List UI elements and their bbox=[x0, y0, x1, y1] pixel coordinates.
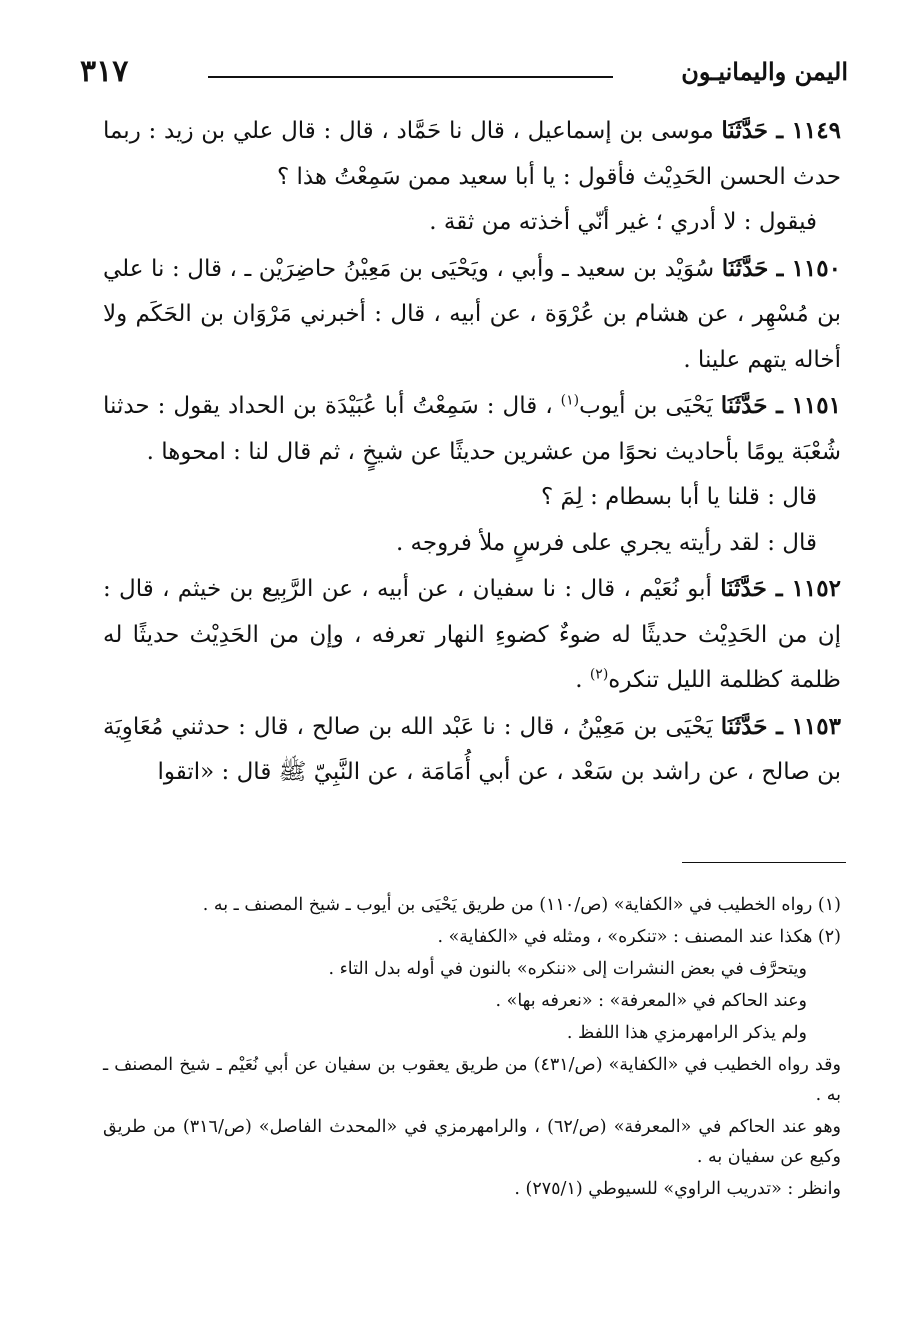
footnote-marker-1[interactable]: (١) bbox=[560, 392, 580, 409]
narration-text: يَحْيَى بن مَعِيْنُ ، قال : نا عَبْد الله بن صالح ، قال : حدثني مُعَاوِيَة بن صالح ، عن راشد بن سَعْد ، عن أبي أُمَامَة ، عن النَّبِيّ ﷺ قال : «اتقوا bbox=[103, 713, 841, 785]
narration-text: قال : لقد رأيته يجري على فرسٍ ملأ فروجه . bbox=[395, 529, 817, 556]
narration-text: يَحْيَى بن أيوب bbox=[579, 393, 721, 419]
narration-lead: ١١٤٩ ـ حَدَّثَنَا bbox=[721, 117, 841, 144]
footnote-2-note: وانظر : «تدريب الراوي» للسيوطي (٢٧٥/١) . bbox=[514, 1179, 841, 1199]
paragraph-1150 bbox=[103, 246, 841, 384]
footnote-1: (١) رواه الخطيب في «الكفاية» (ص/١١٠) من طريق يَحْيَى بن أيوب ـ شيخ المصنف ـ به . bbox=[202, 895, 841, 915]
body-text bbox=[103, 108, 841, 796]
paragraph-1153 bbox=[103, 704, 841, 796]
paragraph-1151-answer bbox=[103, 521, 841, 567]
narration-lead: ١١٥١ ـ حَدَّثَنَا bbox=[720, 392, 841, 419]
narration-lead: ١١٥٣ ـ حَدَّثَنَا bbox=[720, 712, 841, 740]
footnote-2-note: وعند الحاكم في «المعرفة» : «نعرفه بها» . bbox=[495, 991, 807, 1011]
narration-text: سُوَيْد بن سعيد ـ وأبي ، ويَحْيَى بن مَعِيْنُ حاضِرَيْن ـ ، قال : نا علي بن مُسْهِر ، عن هشام بن عُرْوَة ، عن أبيه ، قال : أخبرني مَرْوَان بن الحَكَم ولا أخاله يتهم علينا . bbox=[103, 255, 841, 373]
footnote-rule bbox=[682, 862, 846, 863]
paragraph-1149 bbox=[103, 108, 841, 200]
page-number: ٣١٧ bbox=[80, 54, 129, 89]
paragraph-1152 bbox=[103, 566, 841, 704]
narration-text: أبو نُعَيْم ، قال : نا سفيان ، عن أبيه ، عن الرَّبِيع بن خيثم ، قال : إن من الحَدِيْث حديثًا له ضوءٌ كضوءِ النهار تعرفه ، وإن من الحَدِيْث حديثًا له ظلمة كظلمة الليل تنكره bbox=[103, 576, 841, 693]
footnote-marker-2[interactable]: (٢) bbox=[589, 666, 609, 683]
narration-lead: ١١٥٠ ـ حَدَّثَنَا bbox=[721, 254, 841, 282]
running-title: اليمن واليمانيـون bbox=[681, 57, 848, 86]
footnote-2-note: ولم يذكر الرامهرمزي هذا اللفظ . bbox=[566, 1023, 807, 1043]
narration-text: . bbox=[575, 667, 590, 693]
footnote-2-note: وقد رواه الخطيب في «الكفاية» (ص/٤٣١) من طريق يعقوب بن سفيان عن أبي نُعَيْم ـ شيخ المصنف ـ به . bbox=[103, 1055, 841, 1105]
footnotes bbox=[103, 890, 841, 1206]
narration-text: ، قال : سَمِعْتُ أبا عُبَيْدَة بن الحداد يقول : حدثنا شُعْبَة يومًا بأحاديث نحوًا من عشرين حديثًا عن شيخٍ ، ثم قال لنا : امحوها . bbox=[103, 393, 841, 465]
narration-text: فيقول : لا أدري ؛ غير أنّي أخذته من ثقة . bbox=[429, 209, 817, 235]
paragraph-1149-continued bbox=[103, 200, 841, 246]
narration-text: قال : قلنا يا أبا بسطام : لِمَ ؟ bbox=[540, 484, 817, 510]
paragraph-1151-question bbox=[103, 475, 841, 521]
header-rule bbox=[208, 76, 613, 78]
narration-lead: ١١٥٢ ـ حَدَّثَنَا bbox=[720, 575, 841, 602]
footnote-2-note: ويتحرَّف في بعض النشرات إلى «ننكره» بالنون في أوله بدل التاء . bbox=[328, 959, 807, 979]
narration-text: موسى بن إسماعيل ، قال نا حَمَّاد ، قال : قال علي بن زيد : ربما حدث الحسن الحَدِيْث فأقول : يا أبا سعيد ممن سَمِعْتُ هذا ؟ bbox=[103, 118, 841, 190]
page-header bbox=[80, 52, 848, 92]
footnote-2: (٢) هكذا عند المصنف : «تنكره» ، ومثله في «الكفاية» . bbox=[437, 927, 841, 947]
footnote-2-note: وهو عند الحاكم في «المعرفة» (ص/٦٢) ، والرامهرمزي في «المحدث الفاصل» (ص/٣١٦) من طريق وكيع عن سفيان به . bbox=[103, 1117, 842, 1167]
paragraph-1151 bbox=[103, 383, 841, 475]
